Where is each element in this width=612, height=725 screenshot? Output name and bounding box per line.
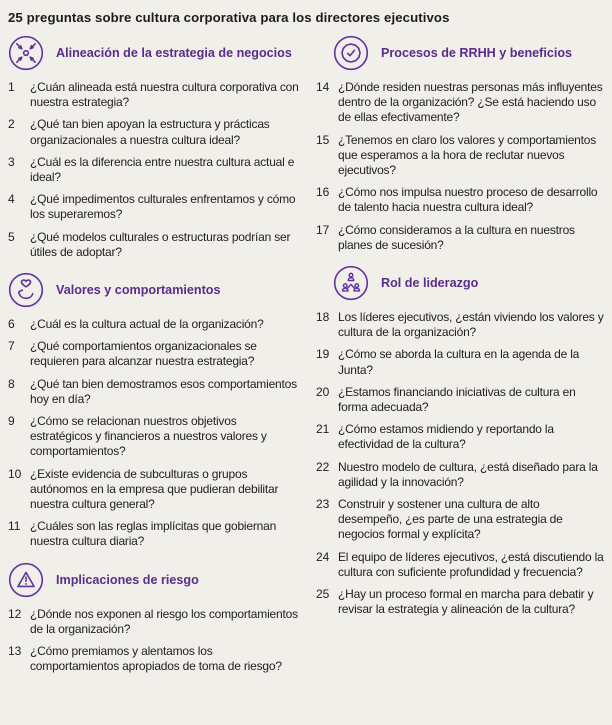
question-text: ¿Cuál es la cultura actual de la organización? [30, 317, 264, 332]
question-text: ¿Qué tan bien apoyan la estructura y prácticas organizacionales a nuestra cultura ideal? [30, 117, 270, 147]
question-text: ¿Cómo estamos midiendo y reportando la efectividad de la cultura? [338, 422, 554, 452]
section-rol-liderazgo [316, 265, 604, 617]
converge-arrows-icon [8, 35, 44, 71]
question-number: 23 [316, 497, 330, 512]
badge-check-icon [333, 35, 369, 71]
question-row [8, 192, 304, 222]
question-list [8, 607, 304, 675]
question-list [8, 317, 304, 550]
hand-heart-icon [8, 272, 44, 308]
question-row [316, 133, 604, 179]
question-number: 2 [8, 117, 15, 132]
question-row [8, 467, 304, 513]
question-row [8, 230, 304, 260]
question-number: 7 [8, 339, 15, 354]
section-procesos-rrhh [316, 35, 604, 253]
question-row [316, 385, 604, 415]
question-number: 14 [316, 80, 330, 94]
question-number: 25 [316, 587, 330, 602]
question-number: 16 [316, 185, 330, 200]
question-row [316, 310, 604, 340]
question-row [8, 317, 304, 332]
section-header [316, 265, 604, 301]
question-number: 15 [316, 132, 330, 147]
question-number: 17 [316, 222, 330, 237]
section-header [8, 35, 304, 71]
question-number: 8 [8, 376, 15, 391]
question-number: 19 [316, 347, 330, 362]
question-number: 4 [8, 192, 15, 207]
question-row [316, 223, 604, 253]
question-text: ¿Cómo consideramos a la cultura en nuestros planes de sucesión? [338, 222, 575, 252]
question-text: ¿Hay un proceso formal en marcha para debatir y revisar la estrategia y alineación de la cultura? [338, 587, 594, 617]
question-text: ¿Dónde nos exponen al riesgo los comportamientos de la organización? [30, 606, 298, 636]
section-title: Implicaciones de riesgo [56, 572, 199, 587]
question-text: ¿Cómo premiamos y alentamos los comportamientos apropiados de toma de riesgo? [30, 644, 282, 674]
section-valores-comportamientos [8, 272, 304, 550]
section-header [8, 272, 304, 308]
section-alineacion-estrategia [8, 35, 304, 260]
question-number: 3 [8, 154, 15, 169]
question-number: 1 [8, 80, 15, 94]
question-row [316, 80, 604, 126]
question-text: ¿Cuán alineada está nuestra cultura corporativa con nuestra estrategia? [30, 80, 299, 110]
question-text: ¿Qué modelos culturales o estructuras podrían ser útiles de adoptar? [30, 229, 291, 259]
org-chart-icon [333, 265, 369, 301]
question-row [8, 80, 304, 110]
column-right [316, 35, 604, 681]
section-header [8, 562, 304, 598]
question-number: 5 [8, 229, 15, 244]
question-text: ¿Qué tan bien demostramos esos comportamientos hoy en día? [30, 376, 297, 406]
question-number: 18 [316, 310, 330, 325]
question-text: ¿Cómo se aborda la cultura en la agenda de la Junta? [338, 347, 580, 377]
question-row [316, 460, 604, 490]
question-row [8, 607, 304, 637]
question-text: El equipo de líderes ejecutivos, ¿está discutiendo la cultura con suficiente profundidad y frecuencia? [338, 549, 604, 579]
question-text: ¿Cuáles son las reglas implícitas que gobiernan nuestra cultura diaria? [30, 519, 277, 549]
section-implicaciones-riesgo [8, 562, 304, 675]
question-number: 10 [8, 466, 22, 481]
question-row [316, 587, 604, 617]
question-number: 21 [316, 422, 330, 437]
question-row [8, 519, 304, 549]
question-number: 22 [316, 459, 330, 474]
page-title: 25 preguntas sobre cultura corporativa para los directores ejecutivos [8, 10, 450, 25]
question-number: 12 [8, 606, 22, 621]
question-row [8, 377, 304, 407]
question-text: ¿Qué comportamientos organizacionales se requieren para alcanzar nuestra estrategia? [30, 339, 257, 369]
question-text: ¿Dónde residen nuestras personas más influyentes dentro de la organización? ¿Se está haciendo uso de ellas efectivamente? [338, 80, 603, 125]
section-title: Rol de liderazgo [381, 275, 479, 290]
columns [8, 35, 604, 681]
question-list [8, 80, 304, 260]
column-left [8, 35, 304, 681]
question-number: 11 [8, 519, 21, 534]
question-text: Los líderes ejecutivos, ¿están viviendo los valores y cultura de la organización? [338, 310, 604, 340]
question-text: ¿Cómo nos impulsa nuestro proceso de desarrollo de talento hacia nuestra cultura ideal? [338, 185, 598, 215]
question-text: ¿Estamos financiando iniciativas de cultura en forma adecuada? [338, 384, 576, 415]
question-row [316, 422, 604, 452]
question-number: 20 [316, 384, 330, 399]
question-row [8, 644, 304, 674]
question-row [316, 497, 604, 543]
question-text: ¿Tenemos en claro los valores y comportamientos que esperamos a la hora de reclutar nuevos ejecutivos? [338, 132, 597, 178]
question-text: Nuestro modelo de cultura, ¿está diseñado para la agilidad y la innovación? [338, 459, 598, 489]
question-number: 24 [316, 549, 330, 564]
question-number: 13 [8, 644, 22, 659]
question-row [316, 550, 604, 580]
section-title: Alineación de la estrategia de negocios [56, 45, 292, 60]
question-row [8, 117, 304, 147]
question-text: ¿Cómo se relacionan nuestros objetivos estratégicos y financieros a nuestros valores y comportamientos? [30, 414, 267, 459]
question-row [316, 185, 604, 215]
question-list [316, 310, 604, 617]
question-row [8, 414, 304, 460]
question-row [316, 347, 604, 377]
warning-triangle-icon [8, 562, 44, 598]
question-row [8, 339, 304, 369]
question-text: ¿Cuál es la diferencia entre nuestra cultura actual e ideal? [30, 154, 295, 185]
question-text: ¿Existe evidencia de subculturas o grupos autónomos en la empresa que pudieran debilitar nuestra cultura general? [30, 466, 279, 512]
question-text: Construir y sostener una cultura de alto desempeño, ¿es parte de una estrategia de negocios formal y explícita? [338, 497, 563, 542]
question-number: 9 [8, 414, 15, 429]
question-text: ¿Qué impedimentos culturales enfrentamos y cómo los superaremos? [30, 192, 296, 222]
section-title: Valores y comportamientos [56, 282, 221, 297]
section-header [316, 35, 604, 71]
section-title: Procesos de RRHH y beneficios [381, 45, 573, 60]
question-list [316, 80, 604, 253]
question-row [8, 155, 304, 185]
question-number: 6 [8, 317, 15, 332]
